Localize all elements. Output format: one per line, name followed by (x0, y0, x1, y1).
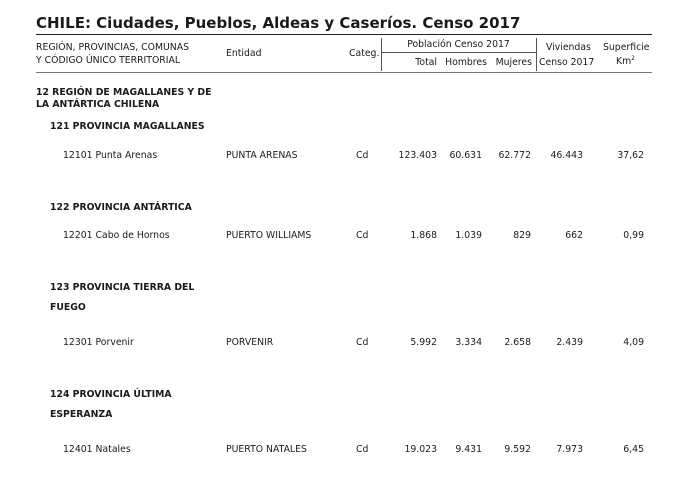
comuna-cell: 12401 Natales (63, 444, 131, 455)
province-heading: 121 PROVINCIA MAGALLANES (50, 121, 205, 132)
superficie-cell: 0,99 (623, 230, 644, 241)
total-cell: 123.403 (398, 150, 437, 161)
province-heading: 124 PROVINCIA ÚLTIMA (50, 389, 172, 400)
header-superficie: Superficie (603, 42, 650, 53)
total-cell: 19.023 (404, 444, 437, 455)
province-heading: 123 PROVINCIA TIERRA DEL (50, 282, 195, 293)
categ-cell: Cd (356, 337, 369, 348)
header-poblacion-rule (381, 52, 536, 53)
hombres-cell: 9.431 (455, 444, 482, 455)
mujeres-cell: 62.772 (498, 150, 531, 161)
header-total: Total (415, 57, 437, 68)
comuna-cell: 12201 Cabo de Hornos (63, 230, 170, 241)
categ-cell: Cd (356, 230, 369, 241)
viviendas-cell: 662 (565, 230, 583, 241)
superficie-cell: 37,62 (617, 150, 644, 161)
page-title: CHILE: Ciudades, Pueblos, Aldeas y Caseríos. Censo 2017 (36, 14, 521, 32)
title-rule (36, 34, 652, 35)
entidad-cell: PUNTA ARENAS (226, 150, 298, 161)
header-bottom-rule (36, 72, 652, 73)
categ-cell: Cd (356, 444, 369, 455)
header-superficie-unit (616, 56, 635, 66)
comuna-cell: 12101 Punta Arenas (63, 150, 158, 161)
total-cell: 1.868 (410, 230, 437, 241)
province-heading-line2: ESPERANZA (50, 409, 113, 420)
province-heading: 122 PROVINCIA ANTÁRTICA (50, 202, 192, 213)
header-superficie-exp: 2 (631, 55, 635, 62)
viviendas-cell: 7.973 (556, 444, 583, 455)
mujeres-cell: 829 (513, 230, 531, 241)
header-divider-right (536, 38, 537, 71)
region-heading-line1: 12 REGIÓN DE MAGALLANES Y DE (36, 87, 212, 98)
mujeres-cell: 9.592 (504, 444, 531, 455)
header-mujeres: Mujeres (495, 57, 532, 68)
header-viviendas-line2: Censo 2017 (539, 57, 595, 68)
province-heading-line2: FUEGO (50, 302, 86, 313)
hombres-cell: 60.631 (449, 150, 482, 161)
header-region-line1: REGIÓN, PROVINCIAS, COMUNAS (36, 42, 189, 53)
header-categ: Categ. (349, 48, 380, 59)
entidad-cell: PUERTO WILLIAMS (226, 230, 312, 241)
header-entidad: Entidad (226, 48, 262, 59)
total-cell: 5.992 (410, 337, 437, 348)
hombres-cell: 1.039 (455, 230, 482, 241)
hombres-cell: 3.334 (455, 337, 482, 348)
header-poblacion: Población Censo 2017 (407, 39, 510, 50)
region-heading-line2: LA ANTÁRTICA CHILENA (36, 99, 160, 110)
header-viviendas-line1: Viviendas (546, 42, 591, 53)
superficie-cell: 6,45 (623, 444, 644, 455)
entidad-cell: PUERTO NATALES (226, 444, 307, 455)
header-superficie-km: Km (616, 56, 632, 67)
viviendas-cell: 46.443 (550, 150, 583, 161)
categ-cell: Cd (356, 150, 369, 161)
header-region-line2: Y CÓDIGO ÚNICO TERRITORIAL (36, 55, 181, 66)
header-hombres: Hombres (445, 57, 487, 68)
comuna-cell: 12301 Porvenir (63, 337, 134, 348)
mujeres-cell: 2.658 (504, 337, 531, 348)
superficie-cell: 4,09 (623, 337, 644, 348)
viviendas-cell: 2.439 (556, 337, 583, 348)
entidad-cell: PORVENIR (226, 337, 274, 348)
